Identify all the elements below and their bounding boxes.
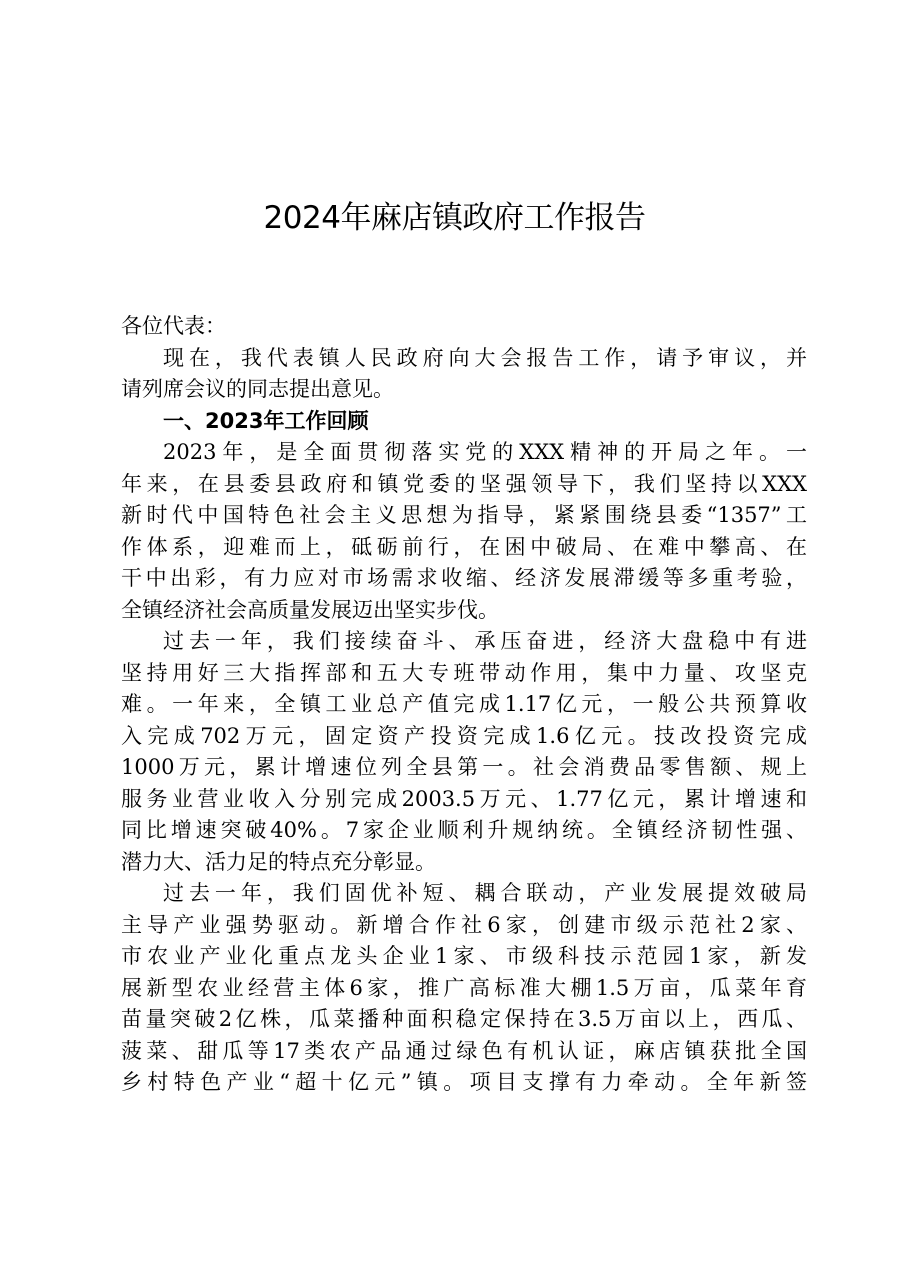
text-line: 作体系，迎难而上，砥砺前行，在困中破局、在难中攀高、在: [121, 534, 807, 559]
text-line: 过去一年，我们接续奋斗、承压奋进，经济大盘稳中有进: [163, 629, 807, 653]
text-line: 同比增速突破40%。7家企业顺利升规纳统。全镇经济韧性强、: [121, 818, 807, 842]
text-line: 潜力大、活力足的特点充分彰显。: [121, 849, 436, 874]
text-line: 全镇经济社会高质量发展迈出坚实步伐。: [121, 597, 499, 622]
paragraph: [121, 626, 807, 878]
text-line: 请列席会议的同志提出意见。: [121, 377, 394, 401]
text-line: 现在，我代表镇人民政府向大会报告工作，请予审议，并: [163, 345, 807, 370]
text-line: 难。一年来，全镇工业总产值完成1.17亿元，一般公共预算收: [121, 692, 807, 716]
document-body: [121, 311, 807, 1099]
text-line: 主导产业强势驱动。新增合作社6家，创建市级示范社2家、: [121, 912, 807, 937]
text-line: 1000万元，累计增速位列全县第一。社会消费品零售额、规上: [121, 755, 807, 779]
salutation: 各位代表：: [121, 314, 226, 338]
text-line: 展新型农业经营主体6家，推广高标准大棚1.5万亩，瓜菜年育: [121, 975, 807, 1000]
text-line: 2023年，是全面贯彻落实党的XXX精神的开局之年。一: [163, 440, 807, 464]
text-line: 新时代中国特色社会主义思想为指导，紧紧围绕县委“1357”工: [121, 503, 807, 527]
paragraph: [121, 343, 807, 406]
document-title: 2024年麻店镇政府工作报告: [263, 200, 646, 236]
text-line: 干中出彩，有力应对市场需求收缩、经济发展滞缓等多重考验，: [121, 566, 807, 590]
text-line: 入完成702万元，固定资产投资完成1.6亿元。技改投资完成: [121, 723, 807, 748]
text-line: 菠菜、甜瓜等17类农产品通过绿色有机认证，麻店镇获批全国: [121, 1038, 807, 1063]
text-line: 乡村特色产业“超十亿元”镇。项目支撑有力牵动。全年新签: [121, 1070, 807, 1094]
paragraph: [121, 878, 807, 1099]
text-line: 年来，在县委县政府和镇党委的坚强领导下，我们坚持以XXX: [121, 471, 807, 496]
text-line: 市农业产业化重点龙头企业1家、市级科技示范园1家，新发: [121, 944, 807, 968]
text-line: 服务业营业收入分别完成2003.5万元、1.77亿元，累计增速和: [121, 786, 807, 811]
text-line: 坚持用好三大指挥部和五大专班带动作用，集中力量、攻坚克: [121, 660, 807, 685]
paragraph: [121, 437, 807, 626]
paragraph-list: [121, 343, 807, 1099]
text-line: 一、2023年工作回顾: [163, 408, 369, 433]
text-line: 苗量突破2亿株，瓜菜播种面积稳定保持在3.5万亩以上，西瓜、: [121, 1007, 807, 1031]
text-line: 过去一年，我们固优补短、耦合联动，产业发展提效破局: [163, 881, 807, 905]
section-heading: [121, 406, 807, 438]
